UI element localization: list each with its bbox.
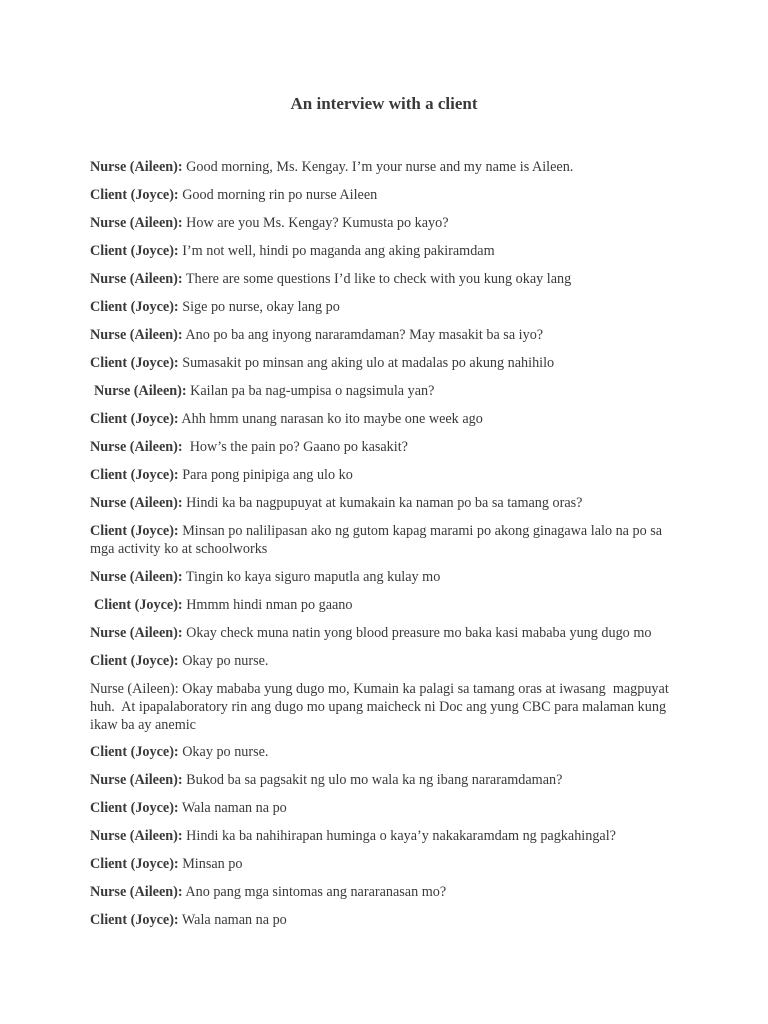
dialogue-line: [94, 596, 684, 614]
dialogue-line: [90, 911, 680, 929]
dialogue-line: [90, 298, 680, 316]
speaker-label: Client (Joyce):: [94, 597, 183, 613]
dialogue-line: [90, 624, 680, 642]
dialogue-text: How’s the pain po? Gaano po kasakit?: [182, 439, 408, 455]
dialogue-text: Para pong pinipiga ang ulo ko: [178, 467, 353, 483]
dialogue-line: [90, 494, 680, 512]
speaker-label: Client (Joyce):: [90, 800, 179, 816]
dialogue-text: Good morning rin po nurse Aileen: [178, 187, 378, 203]
speaker-label: Client (Joyce):: [90, 243, 179, 259]
dialogue-line: [94, 382, 684, 400]
speaker-label: Client (Joyce):: [90, 653, 179, 669]
dialogue-text: There are some questions I’d like to check with you kung okay lang: [182, 271, 572, 287]
speaker-label: Client (Joyce):: [90, 355, 179, 371]
dialogue-line: [90, 326, 680, 344]
dialogue-line: [90, 438, 680, 456]
dialogue-text: Sige po nurse, okay lang po: [178, 299, 340, 315]
dialogue-text: Minsan po: [178, 856, 243, 872]
dialogue-line: [90, 883, 680, 901]
speaker-label: Nurse (Aileen):: [90, 828, 183, 844]
dialogue-text: Good morning, Ms. Kengay. I’m your nurse and my name is Aileen.: [182, 159, 574, 175]
speaker-label: Client (Joyce):: [90, 187, 179, 203]
speaker-label: Client (Joyce):: [90, 467, 179, 483]
dialogue-text: Okay check muna natin yong blood preasure mo baka kasi mababa yung dugo mo: [182, 625, 652, 641]
dialogue-text: I’m not well, hindi po maganda ang aking pakiramdam: [178, 243, 495, 259]
speaker-label: Nurse (Aileen):: [90, 884, 183, 900]
speaker-label: Nurse (Aileen):: [90, 569, 183, 585]
dialogue-text: Sumasakit po minsan ang aking ulo at madalas po akung nahihilo: [178, 355, 555, 371]
dialogue-line: [90, 855, 680, 873]
speaker-label: Nurse (Aileen):: [90, 625, 183, 641]
speaker-label: Nurse (Aileen):: [90, 215, 183, 231]
dialogue-text: Okay po nurse.: [178, 653, 269, 669]
speaker-label: Nurse (Aileen):: [90, 159, 183, 175]
dialogue-line: [90, 270, 680, 288]
dialogue-line: [90, 799, 680, 817]
speaker-label: Client (Joyce):: [90, 411, 179, 427]
dialogue-line: [90, 410, 680, 428]
speaker-label: Nurse (Aileen):: [90, 495, 183, 511]
speaker-label: Client (Joyce):: [90, 299, 179, 315]
speaker-label: Nurse (Aileen):: [90, 439, 183, 455]
speaker-label: Nurse (Aileen):: [94, 383, 187, 399]
dialogue-text: Ano po ba ang inyong nararamdaman? May masakit ba sa iyo?: [182, 327, 544, 343]
dialogue-text: Hmmm hindi nman po gaano: [182, 597, 353, 613]
dialogue-line: [90, 242, 680, 260]
dialogue-line: [90, 771, 680, 789]
speaker-label: Client (Joyce):: [90, 744, 179, 760]
dialogue-text: Ano pang mga sintomas ang nararanasan mo?: [182, 884, 447, 900]
speaker-label: Client (Joyce):: [90, 912, 179, 928]
dialogue-text: Wala naman na po: [178, 800, 287, 816]
dialogue-line: [90, 680, 676, 734]
dialogue-text: Hindi ka ba nahihirapan huminga o kaya’y nakakaramdam ng pagkahingal?: [182, 828, 616, 844]
dialogue-text: Bukod ba sa pagsakit ng ulo mo wala ka ng ibang nararamdaman?: [182, 772, 563, 788]
dialogue-text: Kailan pa ba nag-umpisa o nagsimula yan?: [186, 383, 435, 399]
dialogue-text: How are you Ms. Kengay? Kumusta po kayo?: [182, 215, 449, 231]
dialogue-line: [90, 827, 680, 845]
dialogue-line: [90, 158, 680, 176]
dialogue-line: [90, 354, 680, 372]
dialogue-line: [90, 568, 680, 586]
dialogue-line: [90, 743, 680, 761]
dialogue-line: [90, 522, 676, 558]
speaker-label: Nurse (Aileen):: [90, 271, 183, 287]
dialogue-line: [90, 186, 680, 204]
dialogue-text: Hindi ka ba nagpupuyat at kumakain ka naman po ba sa tamang oras?: [182, 495, 583, 511]
document-title: An interview with a client: [290, 94, 478, 113]
dialogue-text: Nurse (Aileen): Okay mababa yung dugo mo, Kumain ka palagi sa tamang oras at iwasang magpuyat huh. At ipapalaboratory rin ang dugo mo upang maicheck ni Doc ang yung CBC para malaman kung ikaw ba ay anemic: [90, 681, 673, 733]
dialogue-text: Minsan po nalilipasan ako ng gutom kapag marami po akong ginagawa lalo na po sa mga activity ko at schoolworks: [90, 523, 663, 557]
dialogue-line: [90, 652, 680, 670]
speaker-label: Nurse (Aileen):: [90, 772, 183, 788]
speaker-label: Client (Joyce):: [90, 856, 179, 872]
speaker-label: Nurse (Aileen):: [90, 327, 183, 343]
dialogue-text: Tingin ko kaya siguro maputla ang kulay mo: [182, 569, 441, 585]
dialogue-text: Wala naman na po: [178, 912, 287, 928]
dialogue-line: [90, 214, 680, 232]
dialogue-text: Okay po nurse.: [178, 744, 269, 760]
dialogue-line: [90, 466, 680, 484]
dialogue-text: Ahh hmm unang narasan ko ito maybe one week ago: [178, 411, 483, 427]
speaker-label: Client (Joyce):: [90, 523, 179, 539]
